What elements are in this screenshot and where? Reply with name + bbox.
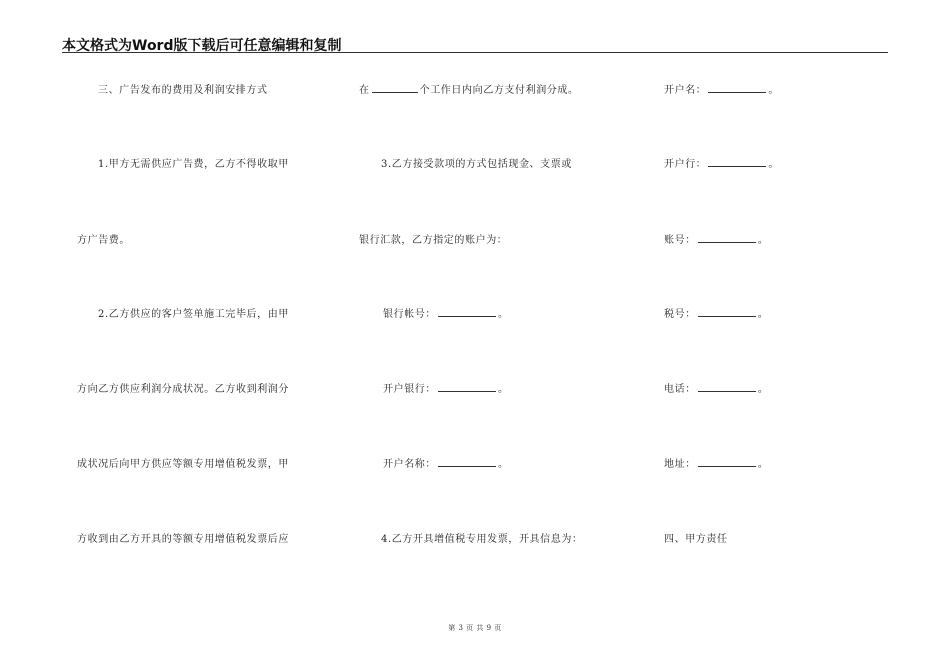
- bank-blank: [708, 157, 766, 167]
- col3-address-field: [664, 455, 768, 470]
- address-blank: [698, 457, 756, 467]
- col3-phone-field: [664, 380, 768, 395]
- bank-label: 开户行：: [664, 159, 707, 170]
- col2-account-name-field: [383, 455, 509, 470]
- col1-line-3: 方广告费。: [77, 235, 130, 246]
- col3-section-heading: 四、甲方责任: [664, 534, 728, 545]
- col2-bank-account-field: [383, 305, 509, 320]
- col3-account-no-field: [664, 231, 768, 246]
- col2-line-3: 银行汇款，乙方指定的账户为：: [359, 235, 508, 246]
- tax-no-label: 税号：: [664, 309, 696, 320]
- phone-label: 电话：: [664, 384, 696, 395]
- account-no-label: 账号：: [664, 235, 696, 246]
- col1-line-6: 成状况后向甲方供应等额专用增值税发票，甲: [77, 459, 289, 470]
- bank-blank: [438, 382, 496, 392]
- col3-account-name-field: [664, 81, 779, 96]
- col1-line-7: 方收到由乙方开具的等额专用增值税发票后应: [77, 534, 289, 545]
- account-no-blank: [698, 233, 756, 243]
- document-header-title: 本文格式为Word版下载后可任意编辑和复制: [62, 38, 342, 54]
- account-name-label: 开户名称：: [383, 459, 436, 470]
- period: 。: [757, 235, 769, 246]
- period: 。: [768, 85, 780, 96]
- workdays-blank: [372, 83, 418, 93]
- col1-line-2: 1.甲方无需供应广告费，乙方不得收取甲: [98, 159, 289, 170]
- col3-bank-field: [664, 155, 779, 170]
- period: 。: [757, 384, 769, 395]
- header-divider: [62, 52, 888, 53]
- col1-line-1: 三、广告发布的费用及利润安排方式: [98, 85, 268, 96]
- col2-line-7: 4.乙方开具增值税专用发票，开具信息为：: [381, 534, 583, 545]
- col2-line-1: [359, 81, 579, 96]
- bank-label: 开户银行：: [383, 384, 436, 395]
- col1-line-4: 2.乙方供应的客户签单施工完毕后，由甲: [98, 309, 289, 320]
- account-name-label: 开户名：: [664, 85, 707, 96]
- period: 。: [498, 459, 509, 470]
- bank-account-blank: [438, 307, 496, 317]
- col1-line-5: 方向乙方供应利润分成状况。乙方收到利润分: [77, 384, 289, 395]
- col2-line-2: 3.乙方接受款项的方式包括现金、支票或: [381, 159, 572, 170]
- period: 。: [768, 159, 780, 170]
- col2-bank-field: [383, 380, 509, 395]
- address-label: 地址：: [664, 459, 696, 470]
- account-name-blank: [708, 83, 766, 93]
- period: 。: [498, 384, 509, 395]
- account-name-blank: [438, 457, 496, 467]
- bank-account-label: 银行帐号：: [383, 309, 436, 320]
- col3-tax-no-field: [664, 305, 768, 320]
- period: 。: [757, 309, 769, 320]
- tax-no-blank: [698, 307, 756, 317]
- page-number-footer: 第 3 页 共 9 页: [448, 624, 502, 632]
- col2-line-1-prefix: 在: [359, 85, 370, 96]
- period: 。: [757, 459, 769, 470]
- phone-blank: [698, 382, 756, 392]
- period: 。: [498, 309, 509, 320]
- col2-line-1-suffix: 个工作日内向乙方支付利润分成。: [419, 85, 579, 96]
